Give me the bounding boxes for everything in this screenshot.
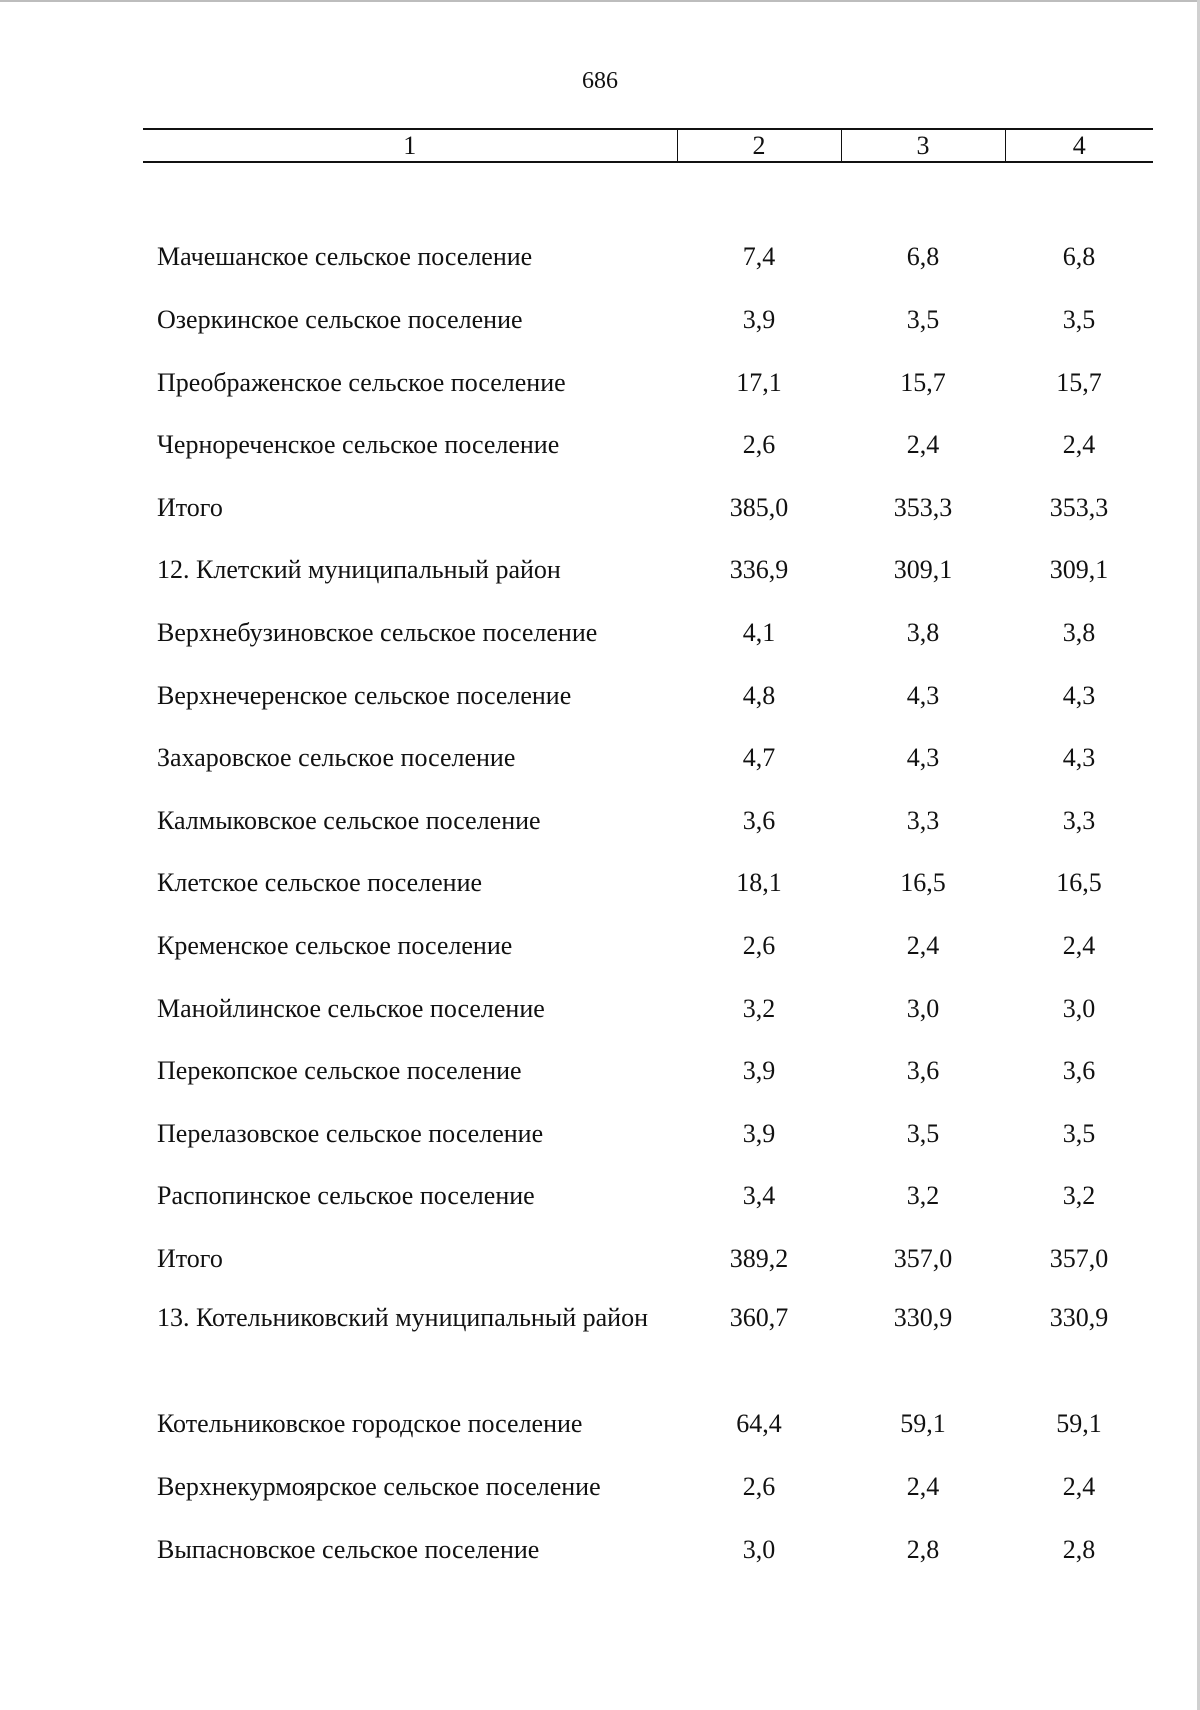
row-name-cell: Перекопское сельское поселение: [157, 1056, 522, 1086]
table-row: [143, 226, 1153, 289]
table-row: [143, 1393, 1153, 1456]
value-cell-c2: 2,6: [742, 930, 776, 960]
header-col-2: 2: [677, 129, 841, 162]
row-name-cell: Итого: [157, 492, 223, 522]
value-cell-c3: 3,3: [906, 805, 940, 835]
value-cell-c4: 3,5: [1062, 304, 1096, 334]
value-cell-c2: 3,2: [742, 993, 776, 1023]
table-row: [143, 789, 1153, 852]
value-cell-c2: 336,9: [729, 555, 789, 585]
table-row: [143, 351, 1153, 414]
value-cell-c4: 353,3: [1049, 492, 1109, 522]
data-table: [143, 128, 1153, 1580]
value-cell-c4: 2,4: [1062, 430, 1096, 460]
table-row: [143, 1039, 1153, 1102]
row-name-cell: Преображенское сельское поселение: [157, 367, 566, 397]
value-cell-c2: 385,0: [729, 492, 789, 522]
value-cell-c2: 3,4: [742, 1181, 776, 1211]
value-cell-c4: 309,1: [1049, 555, 1109, 585]
row-name-cell: Итого: [157, 1243, 223, 1273]
value-cell-c3: 3,5: [906, 304, 940, 334]
value-cell-c2: 360,7: [729, 1302, 789, 1332]
value-cell-c3: 353,3: [893, 492, 953, 522]
value-cell-c4: 3,3: [1062, 805, 1096, 835]
value-cell-c4: 3,2: [1062, 1181, 1096, 1211]
row-name-cell: Манойлинское сельское поселение: [157, 993, 545, 1023]
value-cell-c2: 18,1: [736, 868, 782, 898]
value-cell-c2: 4,8: [742, 680, 776, 710]
value-cell-c3: 3,8: [906, 617, 940, 647]
header-col-1: 1: [143, 129, 677, 162]
value-cell-c3: 2,4: [906, 430, 940, 460]
table-row: [143, 914, 1153, 977]
table-row: [143, 539, 1153, 602]
value-cell-c2: 389,2: [729, 1243, 789, 1273]
value-cell-c4: 330,9: [1049, 1302, 1109, 1332]
value-cell-c3: 4,3: [906, 680, 940, 710]
header-col-4: 4: [1005, 129, 1153, 162]
value-cell-c3: 330,9: [893, 1302, 953, 1332]
page-number: 686: [582, 68, 618, 94]
value-cell-c3: 2,4: [906, 930, 940, 960]
row-name-cell: 13. Котельниковский муниципальный район: [157, 1302, 648, 1332]
value-cell-c2: 3,0: [742, 1534, 776, 1564]
value-cell-c2: 64,4: [736, 1409, 782, 1439]
value-cell-c4: 2,4: [1062, 1472, 1096, 1502]
value-cell-c4: 2,4: [1062, 930, 1096, 960]
table-row: [143, 1518, 1153, 1581]
value-cell-c4: 3,6: [1062, 1056, 1096, 1086]
value-cell-c4: 16,5: [1056, 868, 1102, 898]
value-cell-c2: 4,1: [742, 617, 776, 647]
value-cell-c2: 4,7: [742, 743, 776, 773]
table-row: [143, 852, 1153, 915]
table-row: [143, 726, 1153, 789]
value-cell-c4: 2,8: [1062, 1534, 1096, 1564]
value-cell-c4: 357,0: [1049, 1243, 1109, 1273]
value-cell-c2: 3,9: [742, 1056, 776, 1086]
table-body: [143, 162, 1153, 1580]
row-name-cell: Верхнекурмоярское сельское поселение: [157, 1472, 601, 1502]
value-cell-c4: 4,3: [1062, 743, 1096, 773]
value-cell-c4: 3,8: [1062, 617, 1096, 647]
row-name-cell: Распопинское сельское поселение: [157, 1181, 535, 1211]
header-row: [143, 129, 1153, 162]
row-name-cell: Верхнечеренское сельское поселение: [157, 680, 572, 710]
row-name-cell: Верхнебузиновское сельское поселение: [157, 617, 598, 647]
value-cell-c2: 2,6: [742, 430, 776, 460]
value-cell-c3: 2,4: [906, 1472, 940, 1502]
value-cell-c4: 4,3: [1062, 680, 1096, 710]
scan-edge-top: [0, 0, 1200, 2]
value-cell-c2: 3,9: [742, 1118, 776, 1148]
value-cell-c2: 2,6: [742, 1472, 776, 1502]
table-header: [143, 129, 1153, 162]
table-row: [143, 1290, 1153, 1393]
value-cell-c2: 7,4: [742, 242, 776, 272]
header-col-3: 3: [841, 129, 1005, 162]
table-row: [143, 977, 1153, 1040]
spacer-row: [143, 162, 1153, 226]
row-name-cell: Озеркинское сельское поселение: [157, 304, 523, 334]
value-cell-c3: 357,0: [893, 1243, 953, 1273]
table-row: [143, 1455, 1153, 1518]
row-name-cell: Чернореченское сельское поселение: [157, 430, 560, 460]
row-name-cell: 12. Клетский муниципальный район: [157, 555, 561, 585]
table-row: [143, 1227, 1153, 1290]
table-row: [143, 664, 1153, 727]
value-cell-c4: 3,5: [1062, 1118, 1096, 1148]
table-row: [143, 476, 1153, 539]
value-cell-c3: 59,1: [900, 1409, 946, 1439]
value-cell-c2: 17,1: [736, 367, 782, 397]
value-cell-c3: 6,8: [906, 242, 940, 272]
value-cell-c2: 3,6: [742, 805, 776, 835]
value-cell-c3: 2,8: [906, 1534, 940, 1564]
value-cell-c3: 3,6: [906, 1056, 940, 1086]
row-name-cell: Перелазовское сельское поселение: [157, 1118, 544, 1148]
row-name-cell: Клетское сельское поселение: [157, 868, 483, 898]
value-cell-c3: 15,7: [900, 367, 946, 397]
value-cell-c3: 3,2: [906, 1181, 940, 1211]
value-cell-c2: 3,9: [742, 304, 776, 334]
row-name-cell: Захаровское сельское поселение: [157, 743, 516, 773]
table-row: [143, 413, 1153, 476]
value-cell-c3: 3,5: [906, 1118, 940, 1148]
value-cell-c3: 16,5: [900, 868, 946, 898]
table-row: [143, 1102, 1153, 1165]
value-cell-c4: 6,8: [1062, 242, 1096, 272]
value-cell-c4: 3,0: [1062, 993, 1096, 1023]
row-name-cell: Мачешанское сельское поселение: [157, 242, 533, 272]
table-row: [143, 601, 1153, 664]
value-cell-c3: 3,0: [906, 993, 940, 1023]
table-row: [143, 1165, 1153, 1228]
value-cell-c4: 59,1: [1056, 1409, 1102, 1439]
value-cell-c4: 15,7: [1056, 367, 1102, 397]
value-cell-c3: 4,3: [906, 743, 940, 773]
row-name-cell: Кременское сельское поселение: [157, 930, 513, 960]
row-name-cell: Калмыковское сельское поселение: [157, 805, 541, 835]
table-row: [143, 288, 1153, 351]
row-name-cell: Котельниковское городское поселение: [157, 1409, 583, 1439]
value-cell-c3: 309,1: [893, 555, 953, 585]
row-name-cell: Выпасновское сельское поселение: [157, 1534, 540, 1564]
